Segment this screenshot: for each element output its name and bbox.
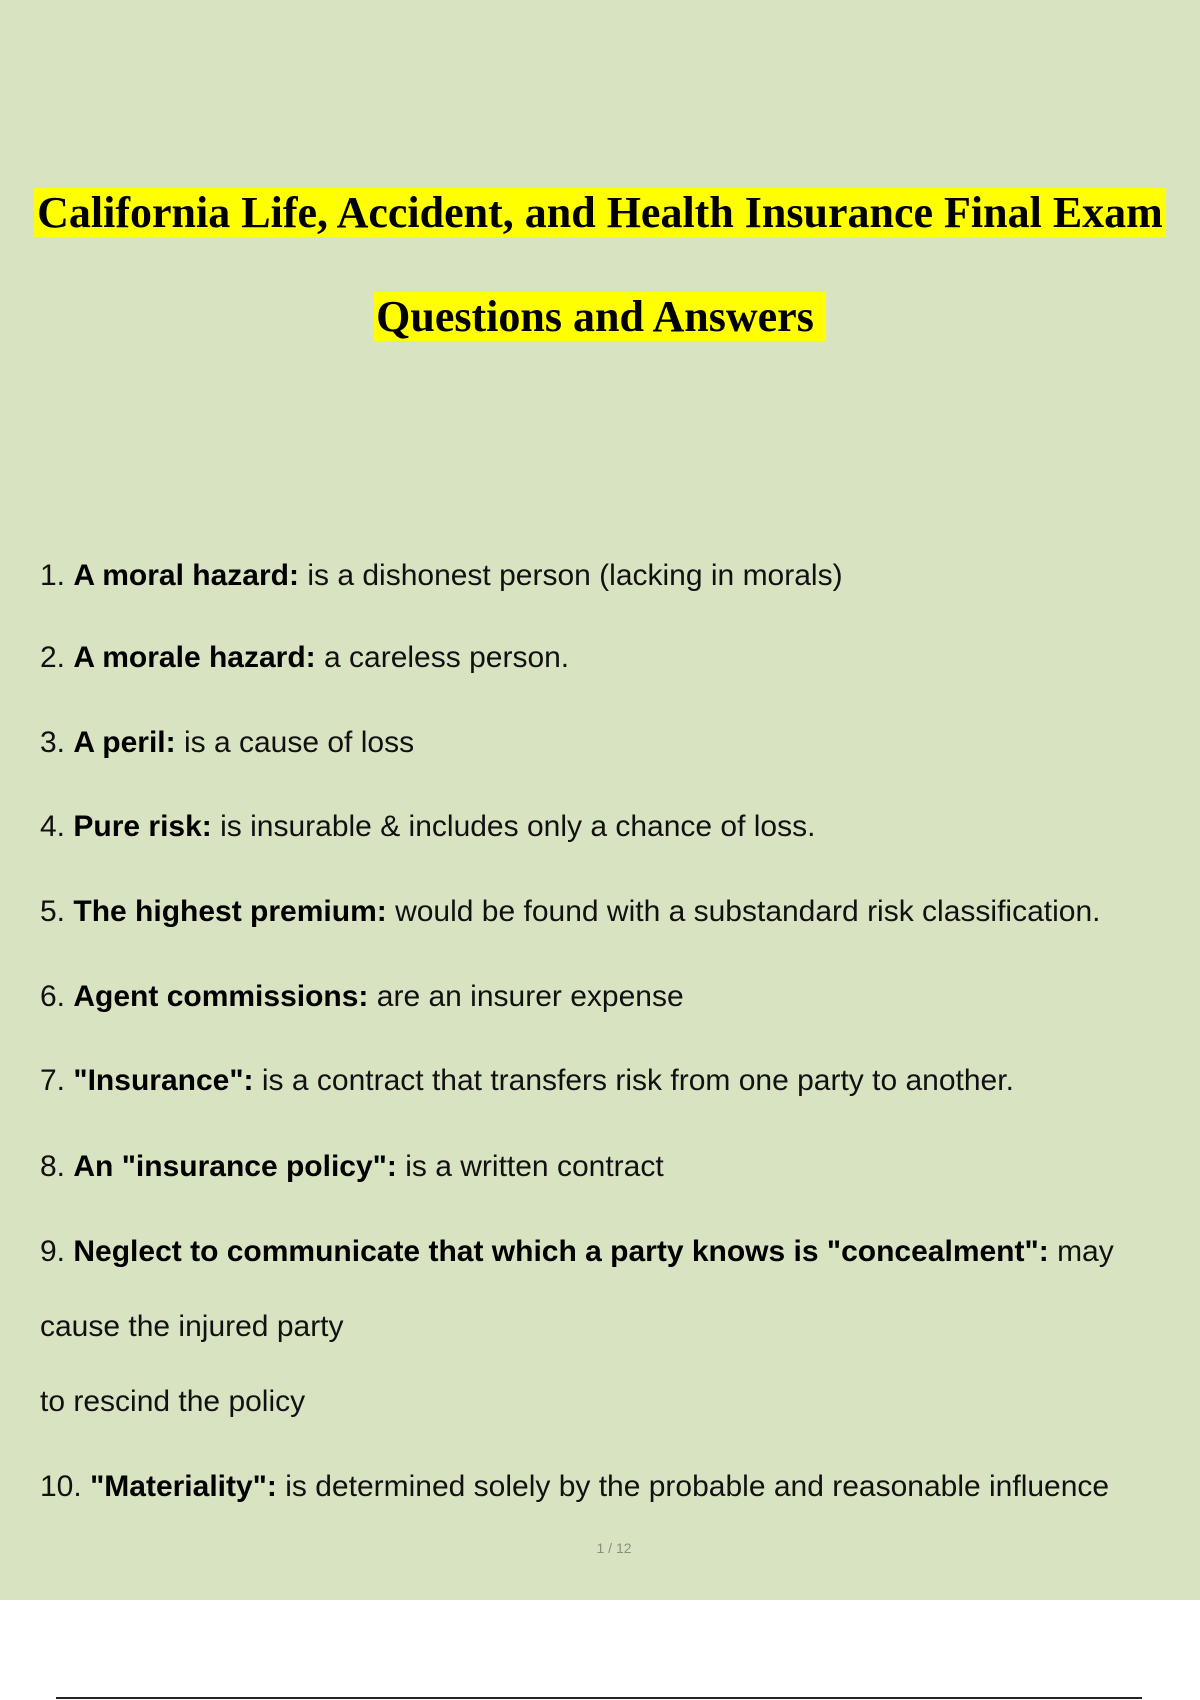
item-term: A morale hazard: xyxy=(73,641,316,674)
document-title-line-1: California Life, Accident, and Health Insurance Final Exam xyxy=(0,186,1200,240)
item-term: Pure risk: xyxy=(73,810,212,843)
item-number: 5. xyxy=(40,895,66,928)
item-term: An "insurance policy": xyxy=(73,1150,397,1183)
item-number: 9. xyxy=(40,1235,66,1268)
qa-item-7 xyxy=(40,1063,1014,1099)
qa-item-3 xyxy=(40,725,414,761)
qa-item-9-continuation-2: to rescind the policy xyxy=(40,1385,306,1418)
item-term: A peril: xyxy=(73,726,176,759)
document-title-line-2: Questions and Answers xyxy=(0,290,1200,344)
qa-item-2 xyxy=(40,640,569,676)
item-answer: is a written contract xyxy=(405,1150,664,1183)
item-number: 6. xyxy=(40,980,66,1013)
item-number: 7. xyxy=(40,1064,66,1097)
page-indicator: 1 / 12 xyxy=(596,1540,632,1556)
item-number: 2. xyxy=(40,641,66,674)
item-term: A moral hazard: xyxy=(73,559,299,592)
page-divider xyxy=(56,1697,1142,1699)
item-answer: is a cause of loss xyxy=(183,726,415,759)
item-answer: would be found with a substandard risk classification. xyxy=(395,895,1101,928)
qa-item-6 xyxy=(40,979,684,1015)
qa-item-5 xyxy=(40,894,1100,930)
item-answer: is insurable & includes only a chance of loss. xyxy=(220,810,816,843)
item-answer: is a dishonest person (lacking in morals) xyxy=(307,559,843,592)
item-number: 4. xyxy=(40,810,66,843)
item-term: "Materiality": xyxy=(90,1470,277,1503)
item-term: Agent commissions: xyxy=(73,980,369,1013)
item-number: 3. xyxy=(40,726,66,759)
item-term: "Insurance": xyxy=(73,1064,254,1097)
item-answer: may xyxy=(1057,1235,1114,1268)
item-number: 1. xyxy=(40,559,66,592)
item-answer: are an insurer expense xyxy=(376,980,684,1013)
qa-item-4 xyxy=(40,809,815,845)
item-answer: is determined solely by the probable and reasonable influence xyxy=(285,1470,1110,1503)
qa-item-8 xyxy=(40,1149,664,1185)
qa-item-9-continuation-1: cause the injured party xyxy=(40,1310,344,1343)
item-answer: a careless person. xyxy=(324,641,570,674)
qa-item-10 xyxy=(40,1469,1109,1505)
item-term: Neglect to communicate that which a party knows is "concealment": xyxy=(73,1235,1049,1268)
qa-item-1 xyxy=(40,558,843,594)
item-number: 10. xyxy=(40,1470,82,1503)
item-number: 8. xyxy=(40,1150,66,1183)
qa-item-9 xyxy=(40,1234,1114,1270)
item-answer: is a contract that transfers risk from one party to another. xyxy=(261,1064,1014,1097)
item-term: The highest premium: xyxy=(73,895,387,928)
